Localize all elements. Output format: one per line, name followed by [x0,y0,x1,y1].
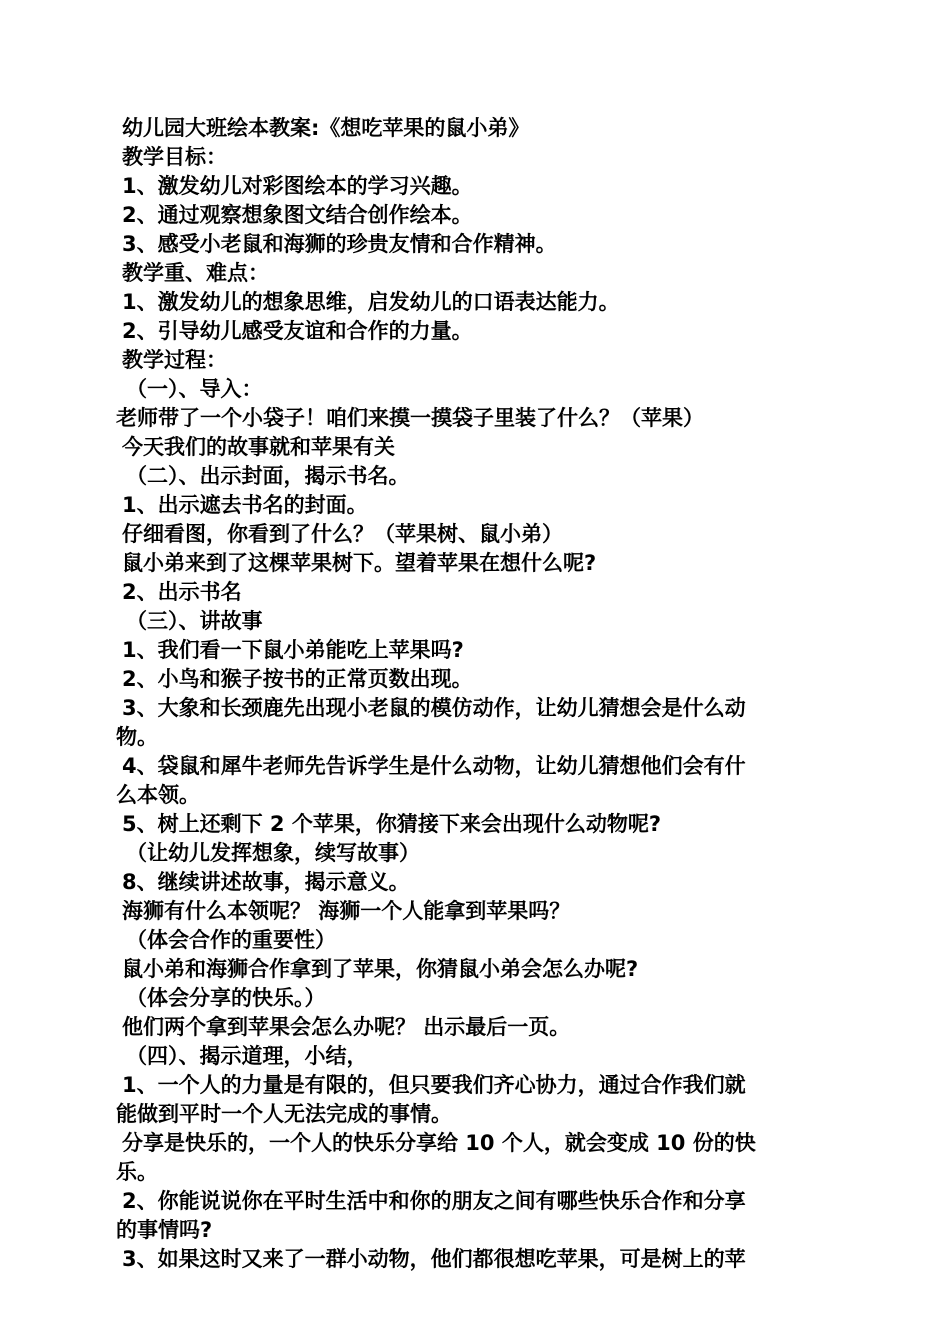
section-heading-key-points: 教学重、难点： [122,261,269,285]
text-line: 能做到平时一个人无法完成的事情。 [116,1102,452,1126]
text-line: 么本领。 [116,783,200,807]
document-body [116,114,836,1274]
text-line: 2、小鸟和猴子按书的正常页数出现。 [122,667,473,691]
subsection-heading: （二）、出示封面，揭示书名。 [126,464,410,488]
text-line: 鼠小弟来到了这棵苹果树下。望着苹果在想什么呢? [122,551,597,575]
text-line: 的事情吗? [116,1218,213,1242]
text-line: 3、感受小老鼠和海狮的珍贵友情和合作精神。 [122,232,557,256]
text-line: （让幼儿发挥想象，续写故事） [126,841,420,865]
section-heading-objectives: 教学目标： [122,145,227,169]
document-title: 幼儿园大班绘本教案:《想吃苹果的鼠小弟》 [122,116,530,140]
text-line: 1、我们看一下鼠小弟能吃上苹果吗? [122,638,464,662]
text-line: 1、激发幼儿对彩图绘本的学习兴趣。 [122,174,473,198]
text-line: 乐。 [116,1160,158,1184]
text-line: 物。 [116,725,158,749]
text-line: （体会分享的快乐。） [126,986,326,1010]
text-line: 2、通过观察想象图文结合创作绘本。 [122,203,473,227]
text-line: 2、出示书名 [122,580,242,604]
text-line: 老师带了一个小袋子！咱们来摸一摸袋子里装了什么？（苹果） [116,406,704,430]
text-line: 2、你能说说你在平时生活中和你的朋友之间有哪些快乐合作和分享 [122,1189,746,1213]
text-line: 3、大象和长颈鹿先出现小老鼠的模仿动作，让幼儿猜想会是什么动 [122,696,746,720]
text-line: 1、一个人的力量是有限的，但只要我们齐心协力，通过合作我们就 [122,1073,746,1097]
text-line: 1、激发幼儿的想象思维，启发幼儿的口语表达能力。 [122,290,620,314]
text-line: 海狮有什么本领呢？ 海狮一个人能拿到苹果吗？ [122,899,571,923]
text-line: 今天我们的故事就和苹果有关 [122,435,395,459]
text-line: 2、引导幼儿感受友谊和合作的力量。 [122,319,473,343]
text-line: 4、袋鼠和犀牛老师先告诉学生是什么动物，让幼儿猜想他们会有什 [122,754,746,778]
text-line: （体会合作的重要性） [126,928,336,952]
subsection-heading: （一）、导入： [126,377,263,401]
text-line: 1、出示遮去书名的封面。 [122,493,368,517]
subsection-heading: （四）、揭示道理，小结， [126,1044,368,1068]
section-heading-process: 教学过程： [122,348,227,372]
text-line: 仔细看图，你看到了什么？（苹果树、鼠小弟） [122,522,563,546]
text-line: 8、继续讲述故事，揭示意义。 [122,870,410,894]
text-line: 分享是快乐的，一个人的快乐分享给 10 个人，就会变成 10 份的快 [122,1131,756,1155]
text-line: 他们两个拿到苹果会怎么办呢？ 出示最后一页。 [122,1015,571,1039]
text-line: 3、如果这时又来了一群小动物，他们都很想吃苹果，可是树上的苹 [122,1247,746,1271]
text-line: 5、树上还剩下 2 个苹果，你猜接下来会出现什么动物呢? [122,812,662,836]
subsection-heading: （三）、讲故事 [126,609,263,633]
text-line: 鼠小弟和海狮合作拿到了苹果，你猜鼠小弟会怎么办呢? [122,957,639,981]
